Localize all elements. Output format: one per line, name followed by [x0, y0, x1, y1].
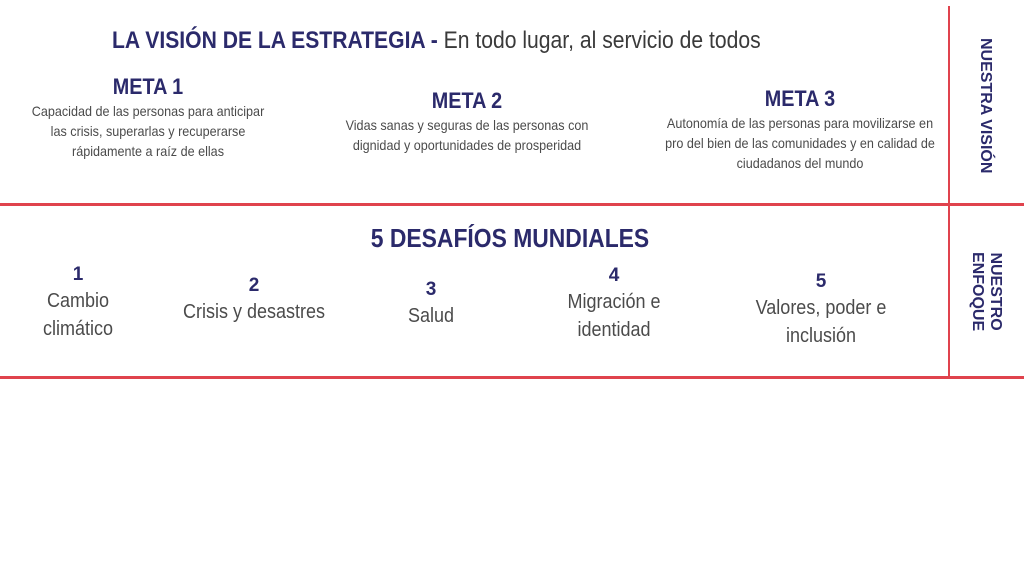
- challenge-2-number: 2: [248, 275, 260, 296]
- challenge-4-number: 4: [608, 265, 620, 286]
- side-label-vision: NUESTRA VISIÓN: [977, 38, 994, 174]
- goal-3-description: Autonomía de las personas para movilizarse en pro del bien de las comunidades y en calidad de ciudadanos del mundo: [665, 115, 935, 171]
- horizontal-divider-bottom: [0, 376, 1024, 379]
- challenge-5: [736, 270, 906, 350]
- slide-title: [112, 24, 761, 58]
- goal-3-heading: META 3: [764, 86, 836, 111]
- vertical-divider: [948, 6, 950, 378]
- challenge-1-label: Cambio climático: [42, 290, 114, 340]
- challenge-5-number: 5: [815, 271, 827, 292]
- challenge-3-number: 3: [425, 279, 437, 300]
- side-label-focus: [968, 252, 1004, 331]
- horizontal-divider-top: [0, 203, 1024, 206]
- goal-3: [650, 85, 950, 173]
- goal-2: [322, 87, 612, 155]
- challenge-2: [170, 274, 338, 326]
- side-label-focus-line2: ENFOQUE: [969, 252, 986, 332]
- goal-2-heading: META 2: [431, 88, 503, 113]
- challenge-3-label: Salud: [407, 305, 455, 327]
- goal-1-heading: META 1: [112, 74, 184, 99]
- slide-title-subtitle: En todo lugar, al servicio de todos: [437, 27, 761, 54]
- goal-1: [18, 73, 278, 161]
- challenge-4-label: Migración e identidad: [567, 291, 661, 341]
- goal-1-description: Capacidad de las personas para anticipar las crisis, superarlas y recuperarse rápidamente a raíz de ellas: [31, 103, 265, 159]
- challenges-title: 5 DESAFÍOS MUNDIALES: [370, 223, 650, 253]
- side-label-focus-line1: NUESTRO: [987, 252, 1004, 331]
- challenge-1: [18, 263, 138, 343]
- challenge-5-label: Valores, poder e inclusión: [755, 297, 887, 347]
- slide-title-bold: LA VISIÓN DE LA ESTRATEGIA -: [112, 27, 438, 54]
- goal-2-description: Vidas sanas y seguras de las personas con dignidad y oportunidades de prosperidad: [345, 117, 589, 153]
- challenge-1-number: 1: [72, 264, 84, 285]
- challenge-3: [386, 278, 476, 330]
- challenge-2-label: Crisis y desastres: [182, 301, 326, 323]
- challenge-4: [548, 264, 680, 344]
